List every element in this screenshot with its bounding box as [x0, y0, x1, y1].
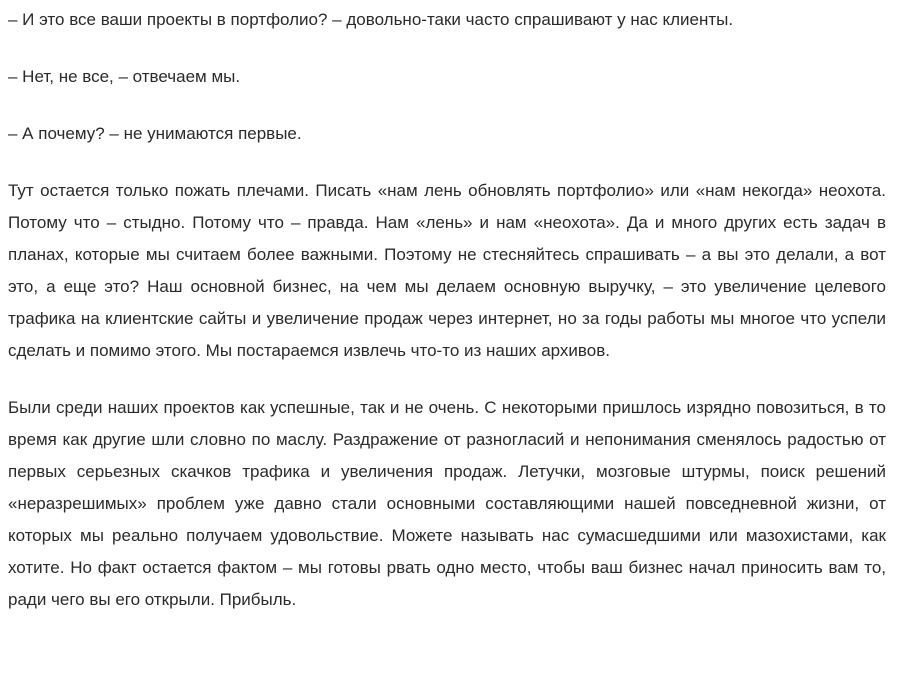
dialogue-line-question: – И это все ваши проекты в портфолио? – довольно-таки часто спрашивают у нас клиенты. — [8, 10, 734, 29]
paragraph-projects: Были среди наших проектов как успешные, так и не очень. С некоторыми пришлось изрядно повозиться, в то время как другие шли словно по маслу. Раздражение от разногласий и непонимания сменялось радостью от первых серьезных скачков трафика и увеличения продаж. Летучки, мозговые штурмы, поиск решений «неразрешимых» проблем уже давно стали основными составляющими нашей повседневной жизни, от которых мы реально получаем удовольствие. Можете называть нас сумасшедшими или мазохистами, как хотите. Но факт остается фактом – мы готовы рвать одно место, чтобы ваш бизнес начал приносить вам то, ради чего вы его открыли. Прибыль. — [8, 398, 886, 609]
dialogue-line-followup: – А почему? – не унимаются первые. — [8, 124, 302, 143]
dialogue-line-answer: – Нет, не все, – отвечаем мы. — [8, 67, 241, 86]
paragraph-portfolio: Тут остается только пожать плечами. Писать «нам лень обновлять портфолио» или «нам некогда» неохота. Потому что – стыдно. Потому что – правда. Нам «лень» и нам «неохота». Да и много других есть задач в планах, которые мы считаем более важными. Поэтому не стесняйтесь спрашивать – а вы это делали, а вот это, а еще это? Наш основной бизнес, на чем мы делаем основную выручку, – это увеличение целевого трафика на клиентские сайты и увеличение продаж через интернет, но за годы работы мы многое что успели сделать и помимо этого. Мы постараемся извлечь что-то из наших архивов. — [8, 181, 886, 360]
